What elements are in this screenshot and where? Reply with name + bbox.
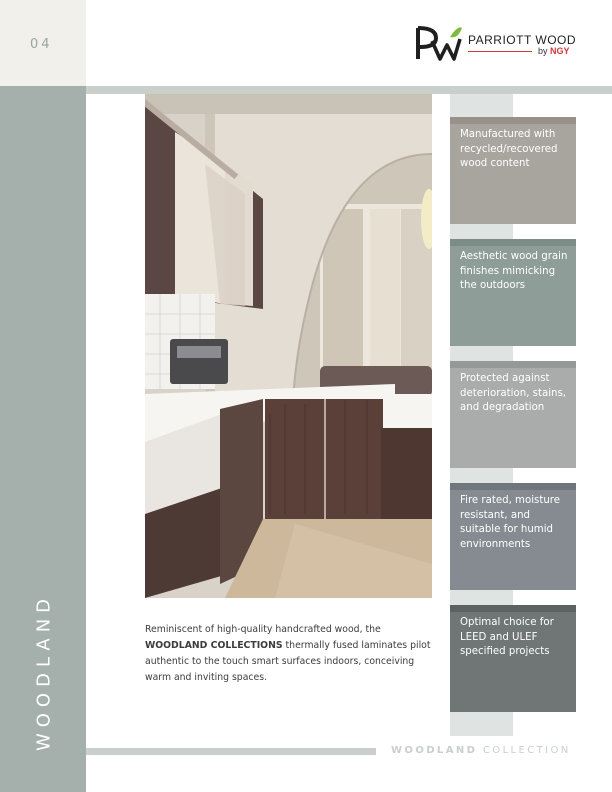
feature-box-recycled <box>450 117 576 224</box>
header-rule <box>86 86 612 94</box>
body-rest: thermally fused laminates pilot authentic to the touch smart surfaces indoors, conceiving warm and inviting spaces. <box>145 640 431 683</box>
feature-band <box>450 605 576 612</box>
feature-band <box>450 361 576 368</box>
logo-brand: NGY <box>550 46 570 56</box>
feature-box-leed <box>450 605 576 712</box>
footer-rule <box>86 748 376 755</box>
body-emphasis: WOODLAND COLLECTIONS <box>145 640 283 651</box>
footer-title-bold: WOODLAND <box>391 745 478 756</box>
feature-box-protection <box>450 361 576 468</box>
page-number: 04 <box>30 37 53 52</box>
logo-divider <box>468 51 532 52</box>
body-intro: Reminiscent of high-quality handcrafted wood, the <box>145 624 381 635</box>
side-title: WOODLAND <box>33 592 55 752</box>
feature-band <box>450 483 576 490</box>
feature-text: Aesthetic wood grain finishes mimicking the outdoors <box>460 251 568 291</box>
pw-monogram-icon <box>418 27 462 59</box>
logo-by: by <box>538 46 548 56</box>
footer-title <box>391 745 571 756</box>
feature-text: Optimal choice for LEED and ULEF specified projects <box>460 617 554 657</box>
logo-byline <box>538 46 570 56</box>
footer-title-light: COLLECTION <box>482 745 571 756</box>
logo-name: PARRIOTT WOOD <box>468 33 577 47</box>
feature-box-fire-rated <box>450 483 576 590</box>
feature-text: Fire rated, moisture resistant, and suitable for humid environments <box>460 495 561 550</box>
feature-band <box>450 117 576 124</box>
feature-text: Protected against deterioration, stains, and degradation <box>460 373 567 413</box>
kitchen-photo <box>145 94 432 598</box>
feature-text: Manufactured with recycled/recovered wood content <box>460 129 558 169</box>
body-paragraph <box>145 622 435 686</box>
feature-box-wood-grain <box>450 239 576 346</box>
feature-band <box>450 239 576 246</box>
